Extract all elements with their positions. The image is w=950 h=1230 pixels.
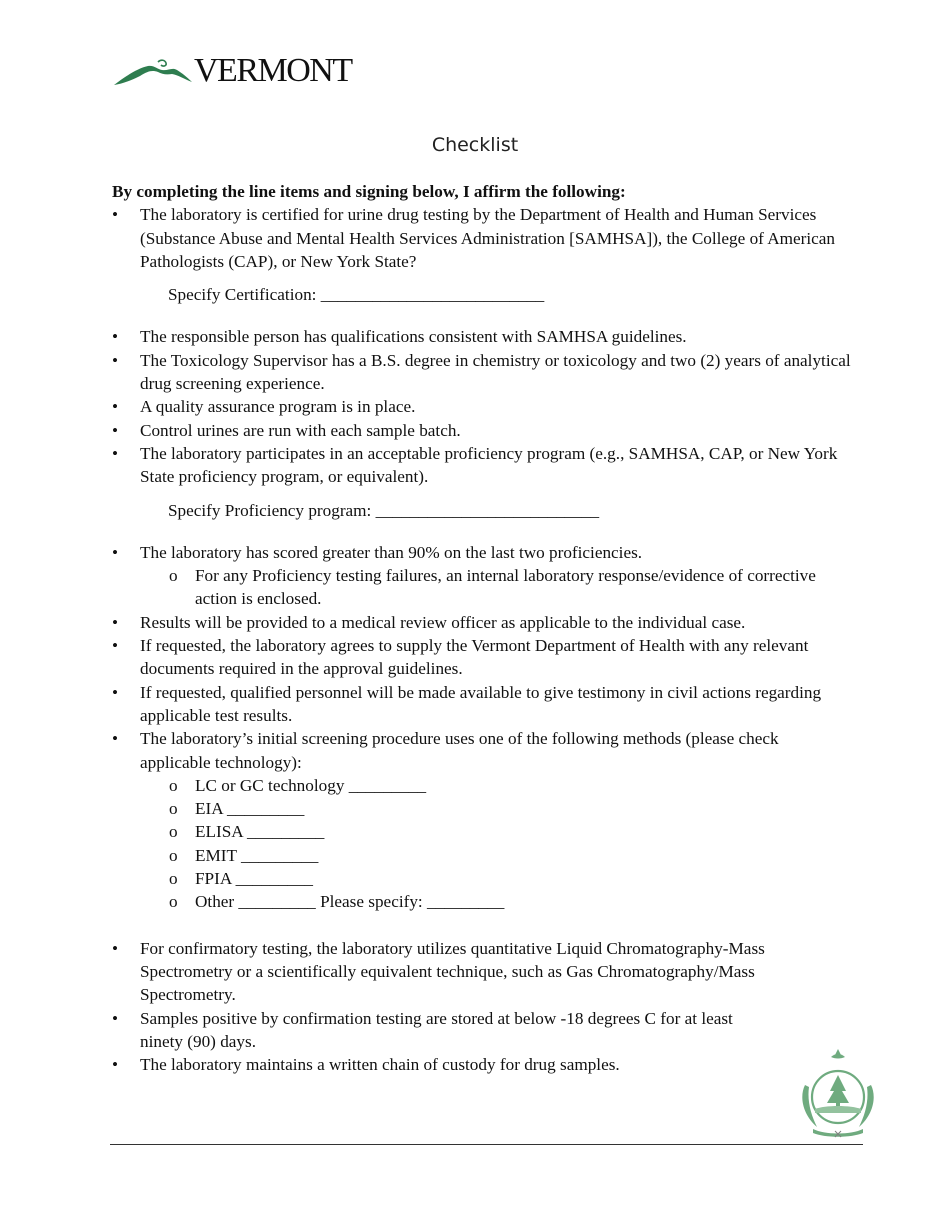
checklist-list-1: [112, 203, 852, 273]
bullet-icon: •: [112, 443, 119, 463]
method-option[interactable]: o EIA _________: [140, 797, 852, 820]
bullet-icon: •: [112, 612, 119, 632]
page-title: Checklist: [431, 134, 519, 156]
list-item: • The laboratory participates in an acceptable proficiency program (e.g., SAMHSA, CAP, or New York State proficiency program, or equivalent).: [112, 443, 838, 487]
bullet-icon: •: [112, 327, 119, 347]
intro-statement: By completing the line items and signing below, I affirm the following:: [112, 182, 626, 201]
bullet-icon: •: [112, 682, 119, 702]
method-option[interactable]: o LC or GC technology _________: [140, 774, 852, 797]
list-item: • The laboratory has scored greater than 90% on the last two proficiencies. o For any Proficiency testing failures, an internal laboratory response/evidence of corrective action is enclosed.: [112, 541, 852, 611]
checklist-list-3: [112, 541, 852, 1077]
list-item: • Samples positive by confirmation testing are stored at below -18 degrees C for at least ninety (90) days.: [112, 1008, 733, 1051]
method-option[interactable]: o ELISA _________: [140, 820, 852, 843]
bullet-icon: •: [112, 542, 119, 562]
mountain-swoosh-icon: [112, 58, 194, 88]
sub-list-item: o For any Proficiency testing failures, an internal laboratory response/evidence of corrective action is enclosed.: [169, 566, 816, 609]
bullet-icon: •: [112, 350, 119, 370]
method-option[interactable]: o EMIT _________: [140, 844, 852, 867]
list-item: • A quality assurance program is in place.: [112, 395, 852, 418]
circle-bullet-icon: o: [169, 892, 178, 912]
bullet-icon: •: [112, 1008, 119, 1028]
list-item: • For confirmatory testing, the laboratory utilizes quantitative Liquid Chromatography-Mass Spectrometry or a scientifically equivalent technique, such as Gas Chromatography/Mass Spectrometry.: [112, 938, 765, 1005]
specify-certification-field[interactable]: Specify Certification: __________________________: [168, 285, 545, 305]
sub-list: [140, 564, 852, 611]
footer-rule: [110, 1144, 863, 1145]
method-option[interactable]: o Other _________ Please specify: _________: [140, 890, 852, 913]
bullet-icon: •: [112, 420, 119, 440]
circle-bullet-icon: o: [169, 566, 178, 586]
vermont-seal-watermark: [795, 1045, 881, 1144]
bullet-icon: •: [112, 397, 119, 417]
checklist-list-2: [112, 325, 852, 488]
list-item: • The laboratory’s initial screening procedure uses one of the following methods (please check applicable technology): o LC or GC technology _________ o EIA _________ o ELISA _________ o EMIT _________ o FPIA _________ o Other _________ Please specify: _________: [112, 727, 852, 936]
list-item: • The laboratory maintains a written chain of custody for drug samples.: [112, 1053, 852, 1076]
list-item: • The responsible person has qualifications consistent with SAMHSA guidelines.: [112, 325, 852, 348]
list-item: • Control urines are run with each sample batch.: [112, 419, 852, 442]
checklist-body: [112, 180, 852, 1076]
list-item: • Results will be provided to a medical review officer as applicable to the individual case.: [112, 611, 852, 634]
list-item: • The Toxicology Supervisor has a B.S. degree in chemistry or toxicology and two (2) years of analytical drug screening experience.: [112, 350, 851, 394]
method-list: [140, 774, 852, 914]
spacer: [140, 914, 852, 937]
list-item: • If requested, qualified personnel will be made available to give testimony in civil actions regarding applicable test results.: [112, 682, 822, 725]
state-seal-icon: [795, 1045, 881, 1139]
list-item: • If requested, the laboratory agrees to supply the Vermont Department of Health with any relevant documents required in the approval guidelines.: [112, 636, 809, 679]
bullet-icon: •: [112, 938, 119, 958]
bullet-icon: •: [112, 205, 119, 225]
bullet-icon: •: [112, 1055, 119, 1075]
circle-bullet-icon: o: [169, 822, 178, 842]
circle-bullet-icon: o: [169, 799, 178, 819]
bullet-icon: •: [112, 636, 119, 656]
list-item: • The laboratory is certified for urine drug testing by the Department of Health and Human Services (Substance Abuse and Mental Health Services Administration [SAMHSA]), the College of American Pathologists (CAP), or New York State?: [112, 205, 836, 271]
specify-proficiency-field[interactable]: Specify Proficiency program: __________________________: [168, 500, 600, 520]
circle-bullet-icon: o: [169, 775, 178, 795]
circle-bullet-icon: o: [169, 845, 178, 865]
logo-wordmark: VERMONT: [194, 52, 352, 89]
bullet-icon: •: [112, 729, 119, 749]
method-option[interactable]: o FPIA _________: [140, 867, 852, 890]
circle-bullet-icon: o: [169, 869, 178, 889]
